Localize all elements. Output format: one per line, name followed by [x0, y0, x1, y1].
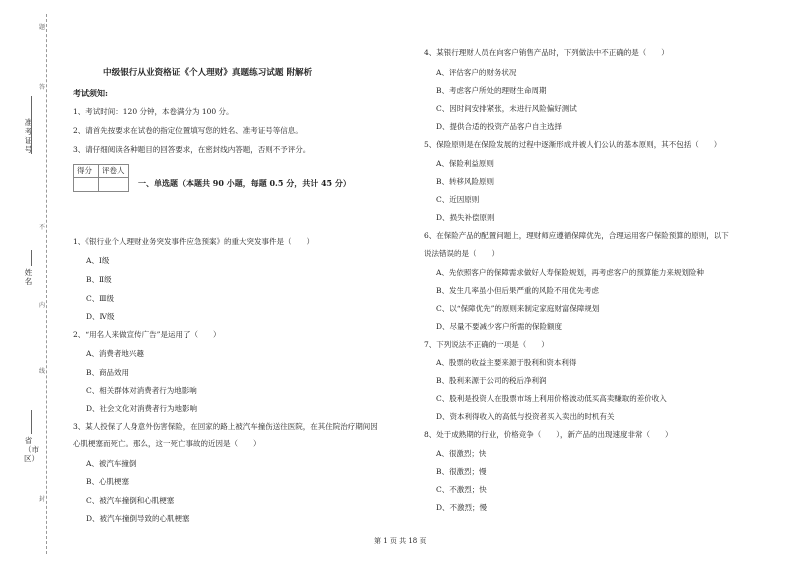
answer-option: D、被汽车撞倒导致的心肌梗塞 — [86, 514, 190, 523]
answer-option: B、商品效用 — [86, 368, 130, 377]
question-stem: 5、保险原则是在保险发展的过程中逐渐形成并被人们公认的基本原则，其不包括（ ） — [424, 140, 722, 149]
ticket-number-label: 准考证号 — [24, 118, 33, 154]
answer-option: A、很激烈；快 — [436, 449, 487, 458]
name-label: 姓名 — [24, 268, 33, 286]
answer-option: B、发生几率虽小但后果严重的风险不用优先考虑 — [436, 286, 600, 295]
question-stem: 8、处于成熟期的行业，价格竞争（ ），新产品的出现速度非常（ ） — [424, 430, 673, 439]
answer-option: C、Ⅲ级 — [86, 294, 114, 303]
answer-option: D、尽量不要减少客户所需的保险额度 — [436, 322, 563, 331]
reviewer-label: 评卷人 — [102, 166, 125, 175]
seal-mark-1: 答 — [38, 84, 45, 91]
answer-option: A、先依照客户的保障需求做好人寿保险规划，再考虑客户的预算能力来规划险种 — [436, 268, 704, 277]
answer-option: A、被汽车撞倒 — [86, 459, 137, 468]
question-stem: 1、《银行业个人理财业务突发事件应急预案》的重大突发事件是（ ） — [73, 237, 315, 246]
answer-option: A、股票的收益主要来源于股利和资本利得 — [436, 358, 577, 367]
seal-line — [46, 14, 47, 554]
score-label: 得分 — [77, 166, 92, 175]
answer-option: D、资本利得收入的高低与投资者买入卖出的时机有关 — [436, 412, 615, 421]
answer-option: B、很激烈；慢 — [436, 467, 487, 476]
answer-option: A、保险利益原则 — [436, 159, 494, 168]
answer-option: D、Ⅳ级 — [86, 312, 115, 321]
question-stem: 2、“用名人来做宣传广告”是运用了（ ） — [73, 330, 221, 339]
answer-option: D、不激烈；慢 — [436, 503, 488, 512]
answer-option: C、被汽车撞倒和心肌梗塞 — [86, 496, 175, 505]
name-line — [31, 250, 32, 266]
seal-mark-top: 题 — [38, 24, 45, 31]
question-stem: 3、某人投保了人身意外伤害保险，在回家的路上被汽车撞伤送往医院，在其住院治疗期间因 — [73, 422, 378, 431]
answer-option: D、社会文化对消费者行为地影响 — [86, 404, 198, 413]
answer-option: C、股利是投资人在股票市场上利用价格波动低买高卖赚取的差价收入 — [436, 394, 667, 403]
answer-option: D、提供合适的投资产品客户自主选择 — [436, 122, 563, 131]
page-number: 第 1 页 共 18 页 — [374, 537, 427, 545]
answer-option: C、相关群体对消费者行为地影响 — [86, 386, 197, 395]
region-line — [31, 410, 32, 434]
answer-option: A、评估客户的财务状况 — [436, 68, 517, 77]
notice-heading: 考试须知: — [73, 88, 108, 98]
answer-option: C、不激烈；快 — [436, 485, 487, 494]
seal-mark-2: 不 — [38, 224, 45, 231]
question-stem: 7、下列说法不正确的一项是（ ） — [424, 340, 549, 349]
answer-option: C、以“保障优先”的原则来制定家庭财富保障规划 — [436, 304, 600, 313]
page-title: 中级银行从业资格证《个人理财》真题练习试题 附解析 — [103, 68, 313, 78]
answer-option: B、心肌梗塞 — [86, 477, 130, 486]
question-stem: 6、在保险产品的配置问题上，理财师应遵循保障优先，合理运用客户保险预算的原则，以下 — [424, 231, 729, 240]
seal-mark-bottom: 封 — [38, 496, 45, 503]
score-box — [73, 164, 129, 192]
answer-option: B、股利来源于公司的税后净利润 — [436, 376, 547, 385]
seal-mark-3: 内 — [38, 302, 45, 309]
notice-item: 1、考试时间：120 分钟，本卷满分为 100 分。 — [73, 107, 234, 116]
section-title: 一、单选题（本题共 90 小题，每题 0.5 分，共计 45 分） — [138, 178, 351, 188]
ticket-number-line — [31, 96, 32, 154]
answer-option: A、消费者地兴趣 — [86, 349, 144, 358]
seal-mark-4: 线 — [38, 368, 45, 375]
answer-option: D、损失补偿原则 — [436, 213, 495, 222]
answer-option: C、因时间安排紧张，未进行风险偏好测试 — [436, 104, 577, 113]
answer-option: C、近因原则 — [436, 195, 480, 204]
question-stem: 心肌梗塞而死亡。那么，这一死亡事故的近因是（ ） — [73, 439, 261, 448]
question-stem: 说法错误的是（ ） — [424, 249, 499, 258]
notice-item: 2、请首先按要求在试卷的指定位置填写您的姓名、准考证号等信息。 — [73, 126, 303, 135]
region-label: 省（市区） — [24, 436, 39, 463]
answer-option: B、Ⅱ级 — [86, 275, 112, 284]
answer-option: B、考虑客户所处的理财生命周期 — [436, 86, 547, 95]
answer-option: A、Ⅰ级 — [86, 256, 110, 265]
notice-item: 3、请仔细阅读各种题目的回答要求，在密封线内答题，否则不予评分。 — [73, 145, 311, 154]
question-stem: 4、某银行理财人员在向客户销售产品时，下列做法中不正确的是（ ） — [424, 48, 669, 57]
answer-option: B、转移风险原则 — [436, 177, 495, 186]
